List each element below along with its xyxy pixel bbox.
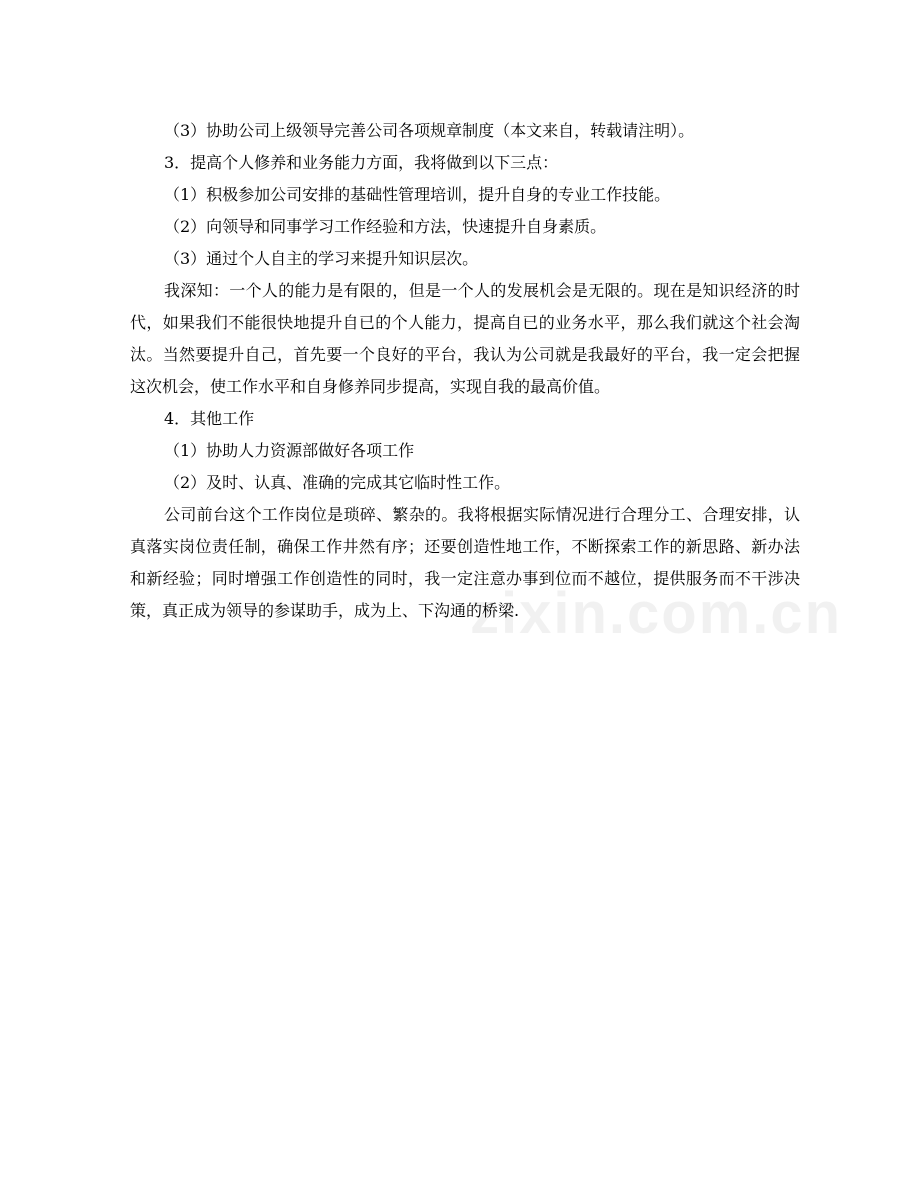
document-body [130,115,800,627]
list-item: （1）积极参加公司安排的基础性管理培训，提升自身的专业工作技能。 [164,185,671,204]
list-item: （2）及时、认真、准确的完成其它临时性工作。 [164,473,511,492]
section-heading: 3．提高个人修养和业务能力方面，我将做到以下三点： [164,153,559,172]
body-paragraph: 公司前台这个工作岗位是琐碎、繁杂的。我将根据实际情况进行合理分工、合理安排，认真落实岗位责任制，确保工作井然有序；还要创造性地工作，不断探索工作的新思路、新办法和新经验；同时增强工作创造性的同时，我一定注意办事到位而不越位，提供服务而不干涉决策，真正成为领导的参谋助手，成为上、下沟通的桥梁. [130,505,800,620]
list-item: （3）通过个人自主的学习来提升知识层次。 [164,249,479,268]
list-item: （1）协助人力资源部做好各项工作 [164,441,415,460]
list-item: （3）协助公司上级领导完善公司各项规章制度（本文来自，转载请注明）。 [164,121,695,140]
section-heading: 4．其他工作 [164,409,255,428]
list-item: （2）向领导和同事学习工作经验和方法，快速提升自身素质。 [164,217,607,236]
body-paragraph: 我深知：一个人的能力是有限的，但是一个人的发展机会是无限的。现在是知识经济的时代，如果我们不能很快地提升自已的个人能力，提高自已的业务水平，那么我们就这个社会淘汰。当然要提升自己，首先要一个良好的平台，我认为公司就是我最好的平台，我一定会把握这次机会，使工作水平和自身修养同步提高，实现自我的最高价值。 [130,281,800,396]
watermark: zixin.com.cn [470,581,843,646]
